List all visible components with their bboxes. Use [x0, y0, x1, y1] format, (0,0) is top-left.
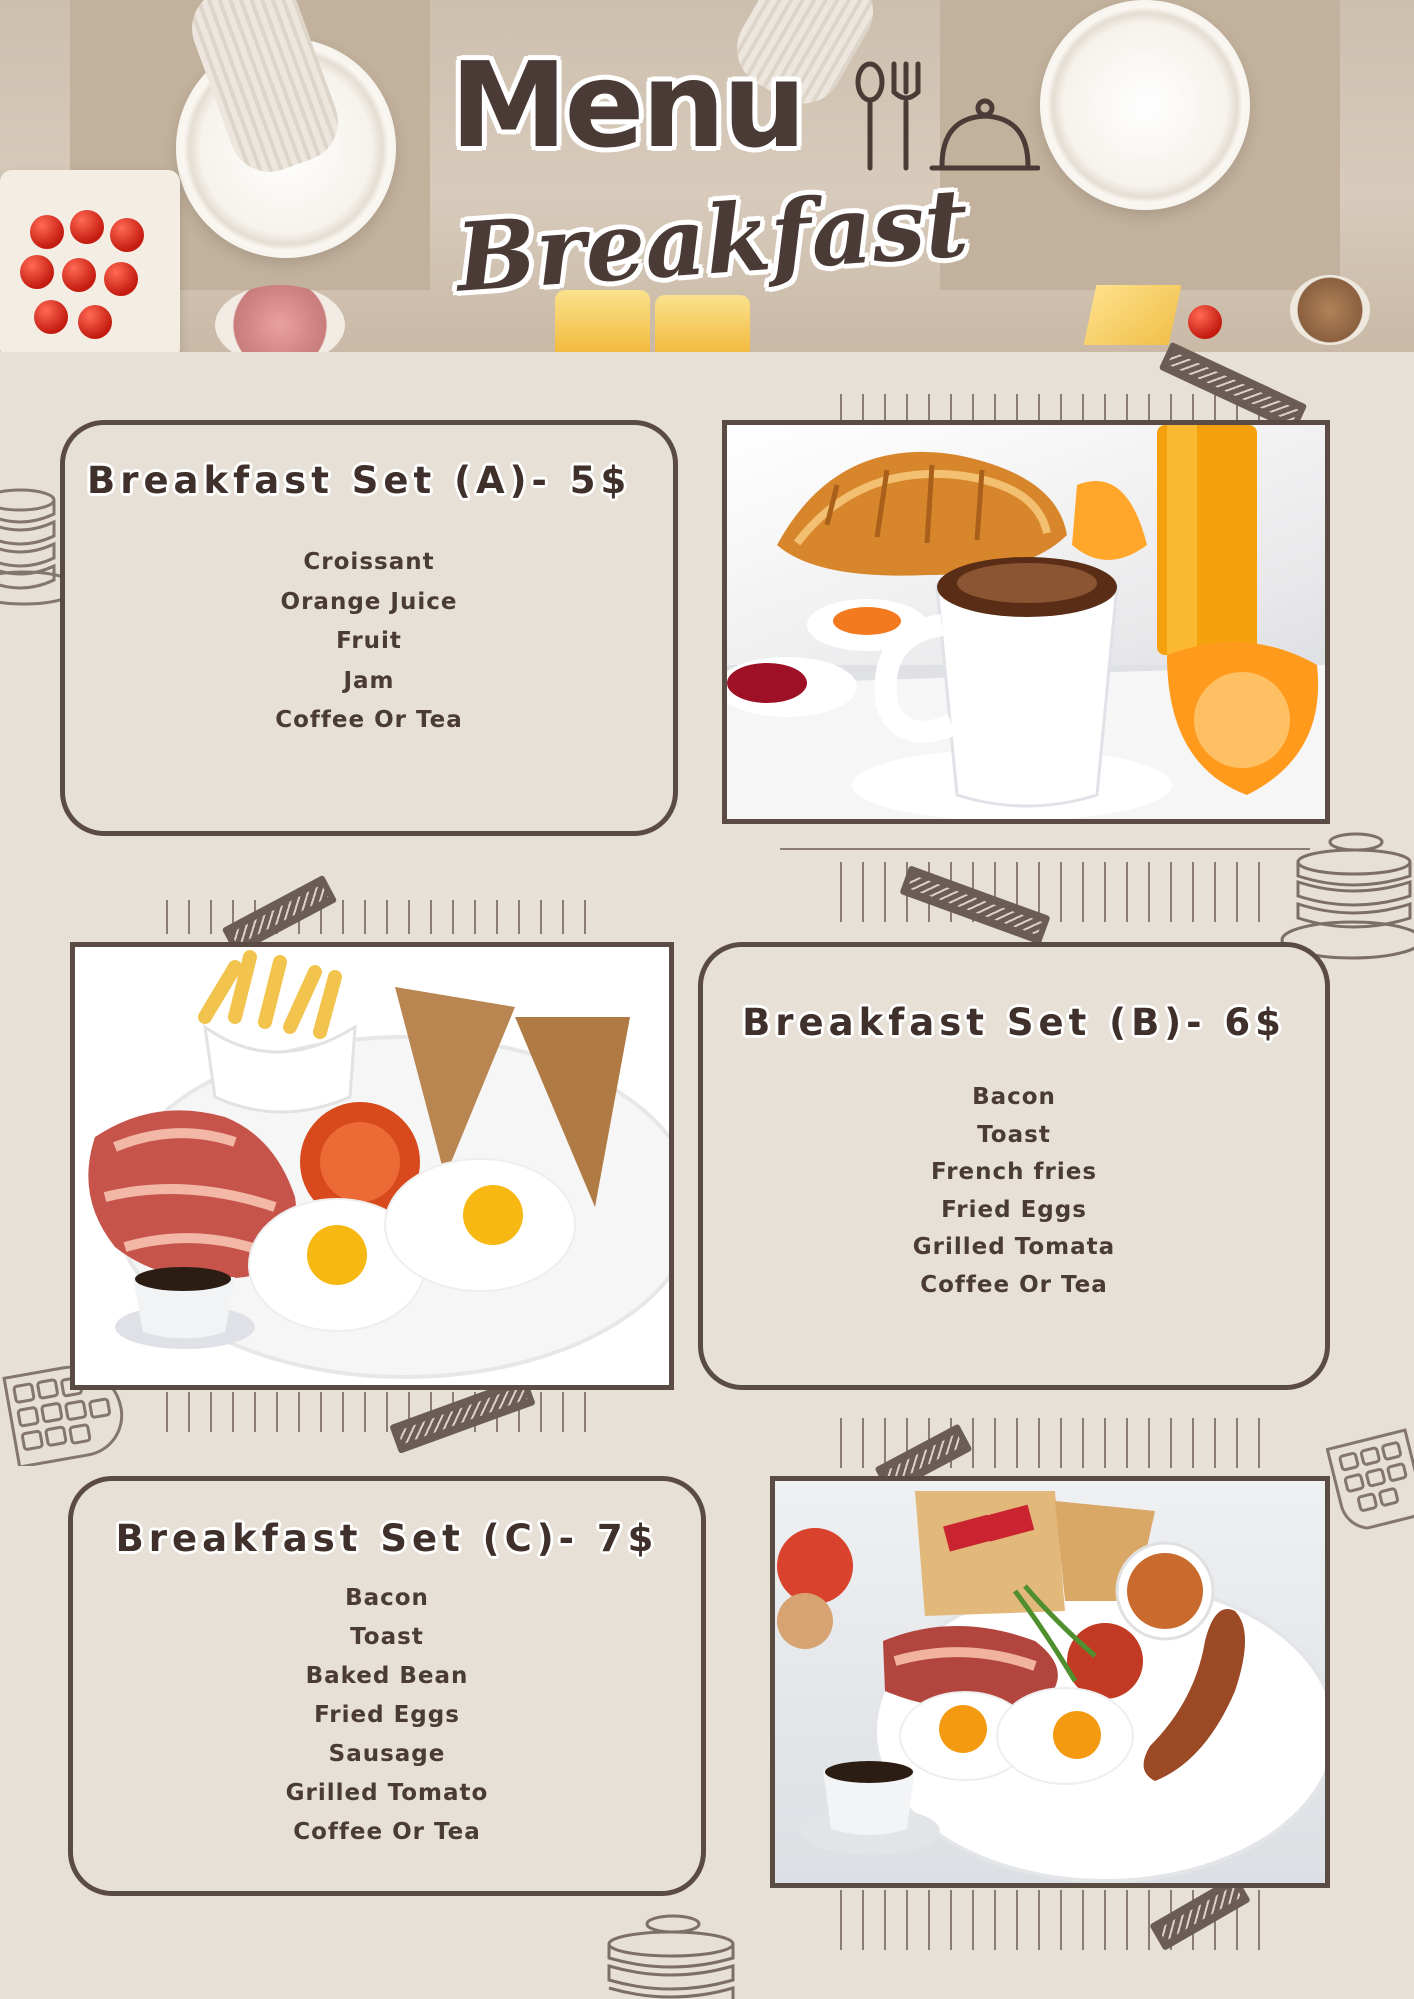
tick-strip	[840, 394, 1280, 420]
list-item: Bacon	[972, 1084, 1056, 1110]
list-item: Fried Eggs	[941, 1196, 1087, 1223]
set-c-items	[73, 1579, 701, 1852]
croissant-coffee-illustration	[727, 425, 1325, 819]
english-breakfast-illustration	[775, 1481, 1325, 1883]
list-item: Baked Bean	[305, 1663, 469, 1689]
list-item: Jam	[343, 667, 395, 694]
cutlery-cloche-icon	[850, 58, 1040, 188]
menu-title: Menu	[450, 36, 804, 174]
set-c-photo	[770, 1476, 1330, 1888]
plate	[1040, 0, 1250, 210]
menu-subtitle: Breakfast	[452, 168, 972, 314]
list-item: Toast	[977, 1121, 1051, 1148]
nut-bowl	[1290, 275, 1370, 345]
tomato	[70, 210, 104, 244]
set-b-items	[703, 1079, 1325, 1304]
tomato	[1188, 305, 1222, 339]
list-item: Coffee Or Tea	[275, 707, 463, 733]
set-a-card	[60, 420, 678, 836]
tomato	[34, 300, 68, 334]
tomato	[104, 262, 138, 296]
list-item: Coffee Or Tea	[293, 1819, 481, 1845]
tomato	[62, 258, 96, 292]
fry-up-illustration	[75, 947, 669, 1385]
header-banner	[0, 0, 1414, 352]
tomato	[110, 218, 144, 252]
tomato	[20, 255, 54, 289]
list-item: Orange Juice	[280, 588, 458, 615]
divider-line	[780, 848, 1310, 850]
list-item: Toast	[350, 1624, 424, 1650]
set-c-title: Breakfast Set (C)- 7$	[115, 1517, 659, 1560]
ham-plate	[215, 285, 345, 352]
list-item: Sausage	[328, 1741, 446, 1767]
list-item: Grilled Tomato	[285, 1780, 489, 1806]
list-item: Bacon	[345, 1585, 429, 1611]
list-item: Fruit	[336, 628, 402, 654]
list-item: Fried Eggs	[314, 1702, 460, 1728]
set-a-title: Breakfast Set (A)- 5$	[87, 459, 632, 502]
list-item: French fries	[930, 1159, 1098, 1185]
list-item: Croissant	[303, 549, 435, 575]
list-item: Grilled Tomata	[912, 1234, 1116, 1260]
tomato	[30, 215, 64, 249]
set-b-photo	[70, 942, 674, 1390]
list-item: Coffee Or Tea	[920, 1271, 1108, 1298]
waffle-icon	[1326, 1420, 1414, 1540]
pancake-stack-icon	[585, 1910, 755, 1999]
cheese	[1084, 285, 1182, 345]
set-c-card	[68, 1476, 706, 1896]
set-a-photo	[722, 420, 1330, 824]
set-a-items	[65, 543, 673, 741]
menu-title-block	[430, 36, 1050, 316]
set-b-card	[698, 942, 1330, 1390]
set-b-title: Breakfast Set (B)- 6$	[742, 1001, 1286, 1044]
tomato	[78, 305, 112, 339]
